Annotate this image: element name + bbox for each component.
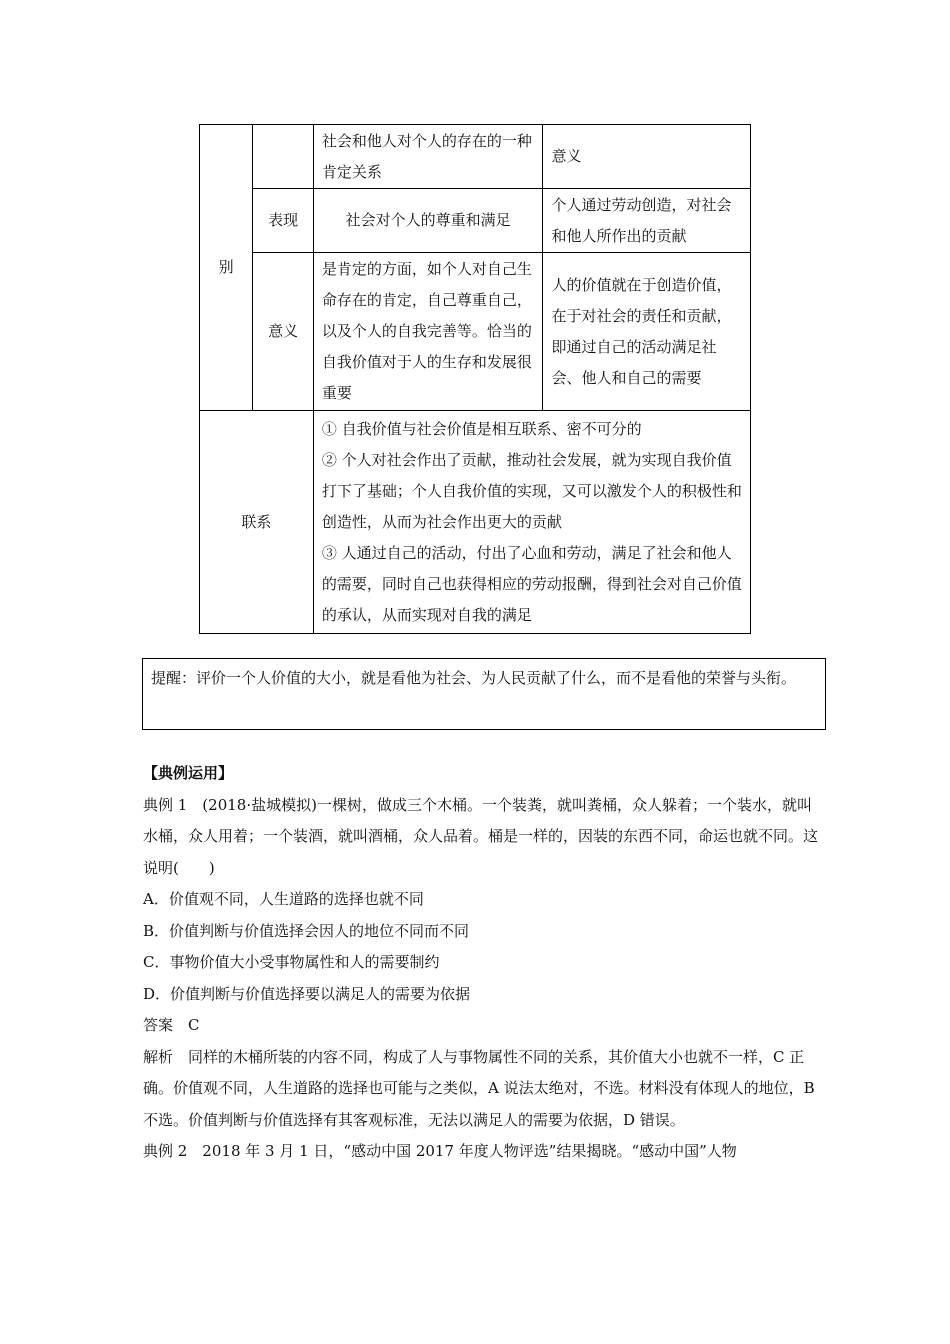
example1-option-b: B．价值判断与价值选择会因人的地位不同而不同 (143, 921, 470, 940)
row-label-yiyi: 意义 (253, 253, 313, 411)
lianxi-item-2: ② 个人对社会作出了贡献，推动社会发展，就为实现自我价值打下了基础；个人自我价值的实现，又可以激发个人的积极性和创造性，从而为社会作出更大的贡献 (321, 450, 742, 531)
section-heading: 【典例运用】 (143, 764, 234, 782)
cell-social-value-expression: 个人通过劳动创造，对社会和他人所作出的贡献 (543, 189, 751, 253)
table-row (200, 411, 751, 634)
table-row (200, 125, 751, 189)
reminder-text: 提醒：评价一个人价值的大小，就是看他为社会、为人民贡献了什么，而不是看他的荣誉与头衔。 (151, 669, 797, 687)
empty-cell (253, 125, 313, 189)
example1-stem: 典例 1 (2018·盐城模拟)一棵树，做成三个木桶。一个装粪，就叫粪桶，众人躲着；一个装水，就叫水桶，众人用着；一个装酒，就叫酒桶，众人品着。桶是一样的，因装的东西不同，命运也就不同。这说明( ) (143, 795, 819, 877)
example1-answer: 答案 C (143, 1016, 200, 1034)
example1-option-a: A．价值观不同，人生道路的选择也就不同 (143, 890, 424, 908)
row-header-bie (200, 125, 253, 411)
examples-section (143, 758, 823, 1168)
table-row (200, 189, 751, 253)
table-row (200, 253, 751, 411)
example1-option-c: C．事物价值大小受事物属性和人的需要制约 (143, 953, 440, 971)
cell-social-value-meaning: 人的价值就在于创造价值，在于对社会的责任和贡献，即通过自己的活动满足社会、他人和自己的需要 (543, 253, 751, 411)
cell-self-value-meaning: 是肯定的方面，如个人对自己生命存在的肯定，自己尊重自己，以及个人的自我完善等。恰当的自我价值对于人的生存和发展很重要 (313, 253, 543, 411)
example2-stem: 典例 2 2018 年 3 月 1 日，“感动中国 2017 年度人物评选”结果揭晓。“感动中国”人物 (143, 1142, 737, 1160)
cell-lianxi-content (313, 411, 750, 634)
cell-self-value-expression: 社会对个人的尊重和满足 (313, 189, 543, 253)
example1-analysis: 解析 同样的木桶所装的内容不同，构成了人与事物属性不同的关系，其价值大小也就不一样，C 正确。价值观不同，人生道路的选择也可能与之类似，A 说法太绝对，不选。材料没有体现人的地位，B 不选。价值判断与价值选择有其客观标准，无法以满足人的需要为依据，D 错误。 (143, 1047, 815, 1129)
lianxi-item-3: ③ 人通过自己的活动，付出了心血和劳动，满足了社会和他人的需要，同时自己也获得相应的劳动报酬，得到社会对自己价值的承认，从而实现对自我的满足 (321, 543, 742, 624)
row-label-biaoxian: 表现 (253, 189, 313, 253)
comparison-table (199, 124, 751, 634)
cell-self-value-definition: 社会和他人对个人的存在的一种肯定关系 (313, 125, 543, 189)
cell-social-value-header: 意义 (543, 125, 751, 189)
lianxi-item-1: ① 自我价值与社会价值是相互联系、密不可分的 (321, 419, 642, 438)
row-label-lianxi: 联系 (200, 411, 314, 634)
example1-option-d: D．价值判断与价值选择要以满足人的需要为依据 (143, 984, 471, 1003)
label-bie: 别 (218, 258, 234, 276)
reminder-box (142, 658, 826, 730)
